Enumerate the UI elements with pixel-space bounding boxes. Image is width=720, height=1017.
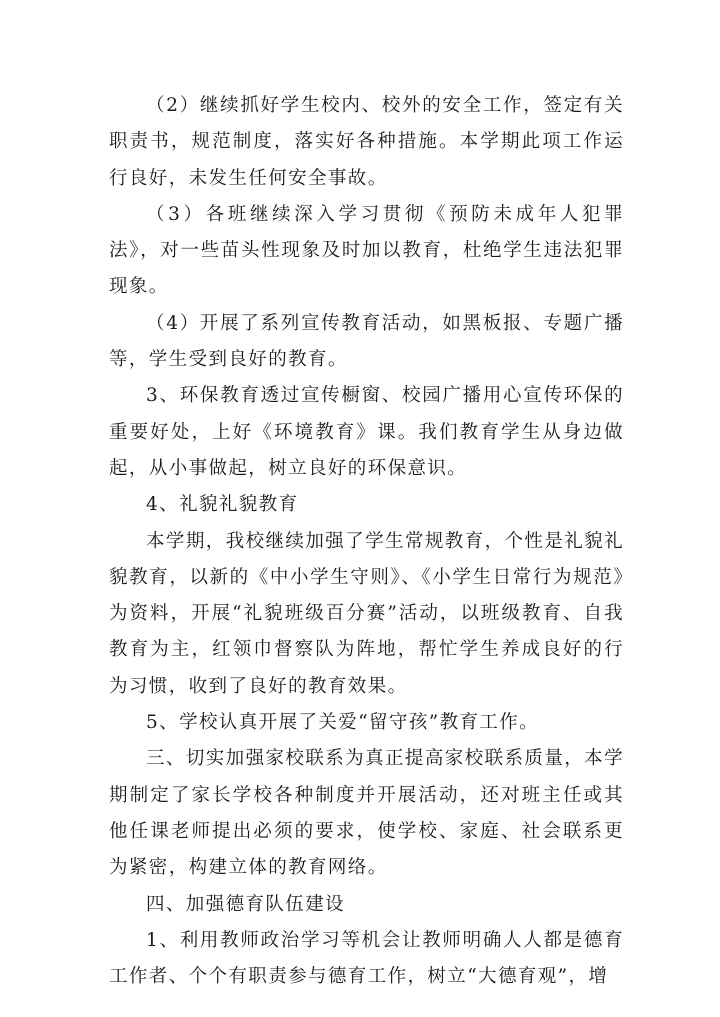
paragraph-safety-duty: （2）继续抓好学生校内、校外的安全工作，签定有关职责书，规范制度，落实好各种措施。本学期此项工作运行良好，未发生任何安全事故。 xyxy=(109,95,624,189)
paragraph-environment: 3、环保教育透过宣传橱窗、校园广播用心宣传环保的重要好处，上好《环境教育》课。我们教育学生从身边做起，从小事做起，树立良好的环保意识。 xyxy=(109,385,624,479)
paragraph-crime-prevention: （3）各班继续深入学习贯彻《预防未成年人犯罪法》，对一些苗头性现象及时加以教育，杜绝学生违法犯罪现象。 xyxy=(109,203,624,298)
paragraph-publicity: （4）开展了系列宣传教育活动，如黑板报、专题广播等，学生受到良好的教育。 xyxy=(109,312,624,371)
paragraph-heading-manners: 4、礼貌礼貌教育 xyxy=(146,494,299,516)
paragraph-home-school: 三、切实加强家校联系为真正提高家校联系质量，本学期制定了家长学校各种制度并开展活动，还对班主任或其他任课老师提出必须的要求，使学校、家庭、社会联系更为紧密，构建立体的教育网络。 xyxy=(109,748,624,879)
paragraph-manners: 本学期，我校继续加强了学生常规教育，个性是礼貌礼貌教育，以新的《中小学生守则》、《小学生日常行为规范》为资料，开展“礼貌班级百分赛”活动，以班级教育、自我教育为主，红领巾督察队为阵地，帮忙学生养成良好的行为习惯，收到了良好的教育效果。 xyxy=(109,530,624,697)
paragraph-left-behind-children: 5、学校认真开展了关爱“留守孩”教育工作。 xyxy=(146,712,540,734)
document-body xyxy=(109,88,624,995)
paragraph-heading-team: 四、加强德育队伍建设 xyxy=(146,893,346,915)
paragraph-teacher-study: 1、利用教师政治学习等机会让教师明确人人都是德育工作者、个个有职责参与德育工作，树立“大德育观”，增 xyxy=(109,929,624,988)
